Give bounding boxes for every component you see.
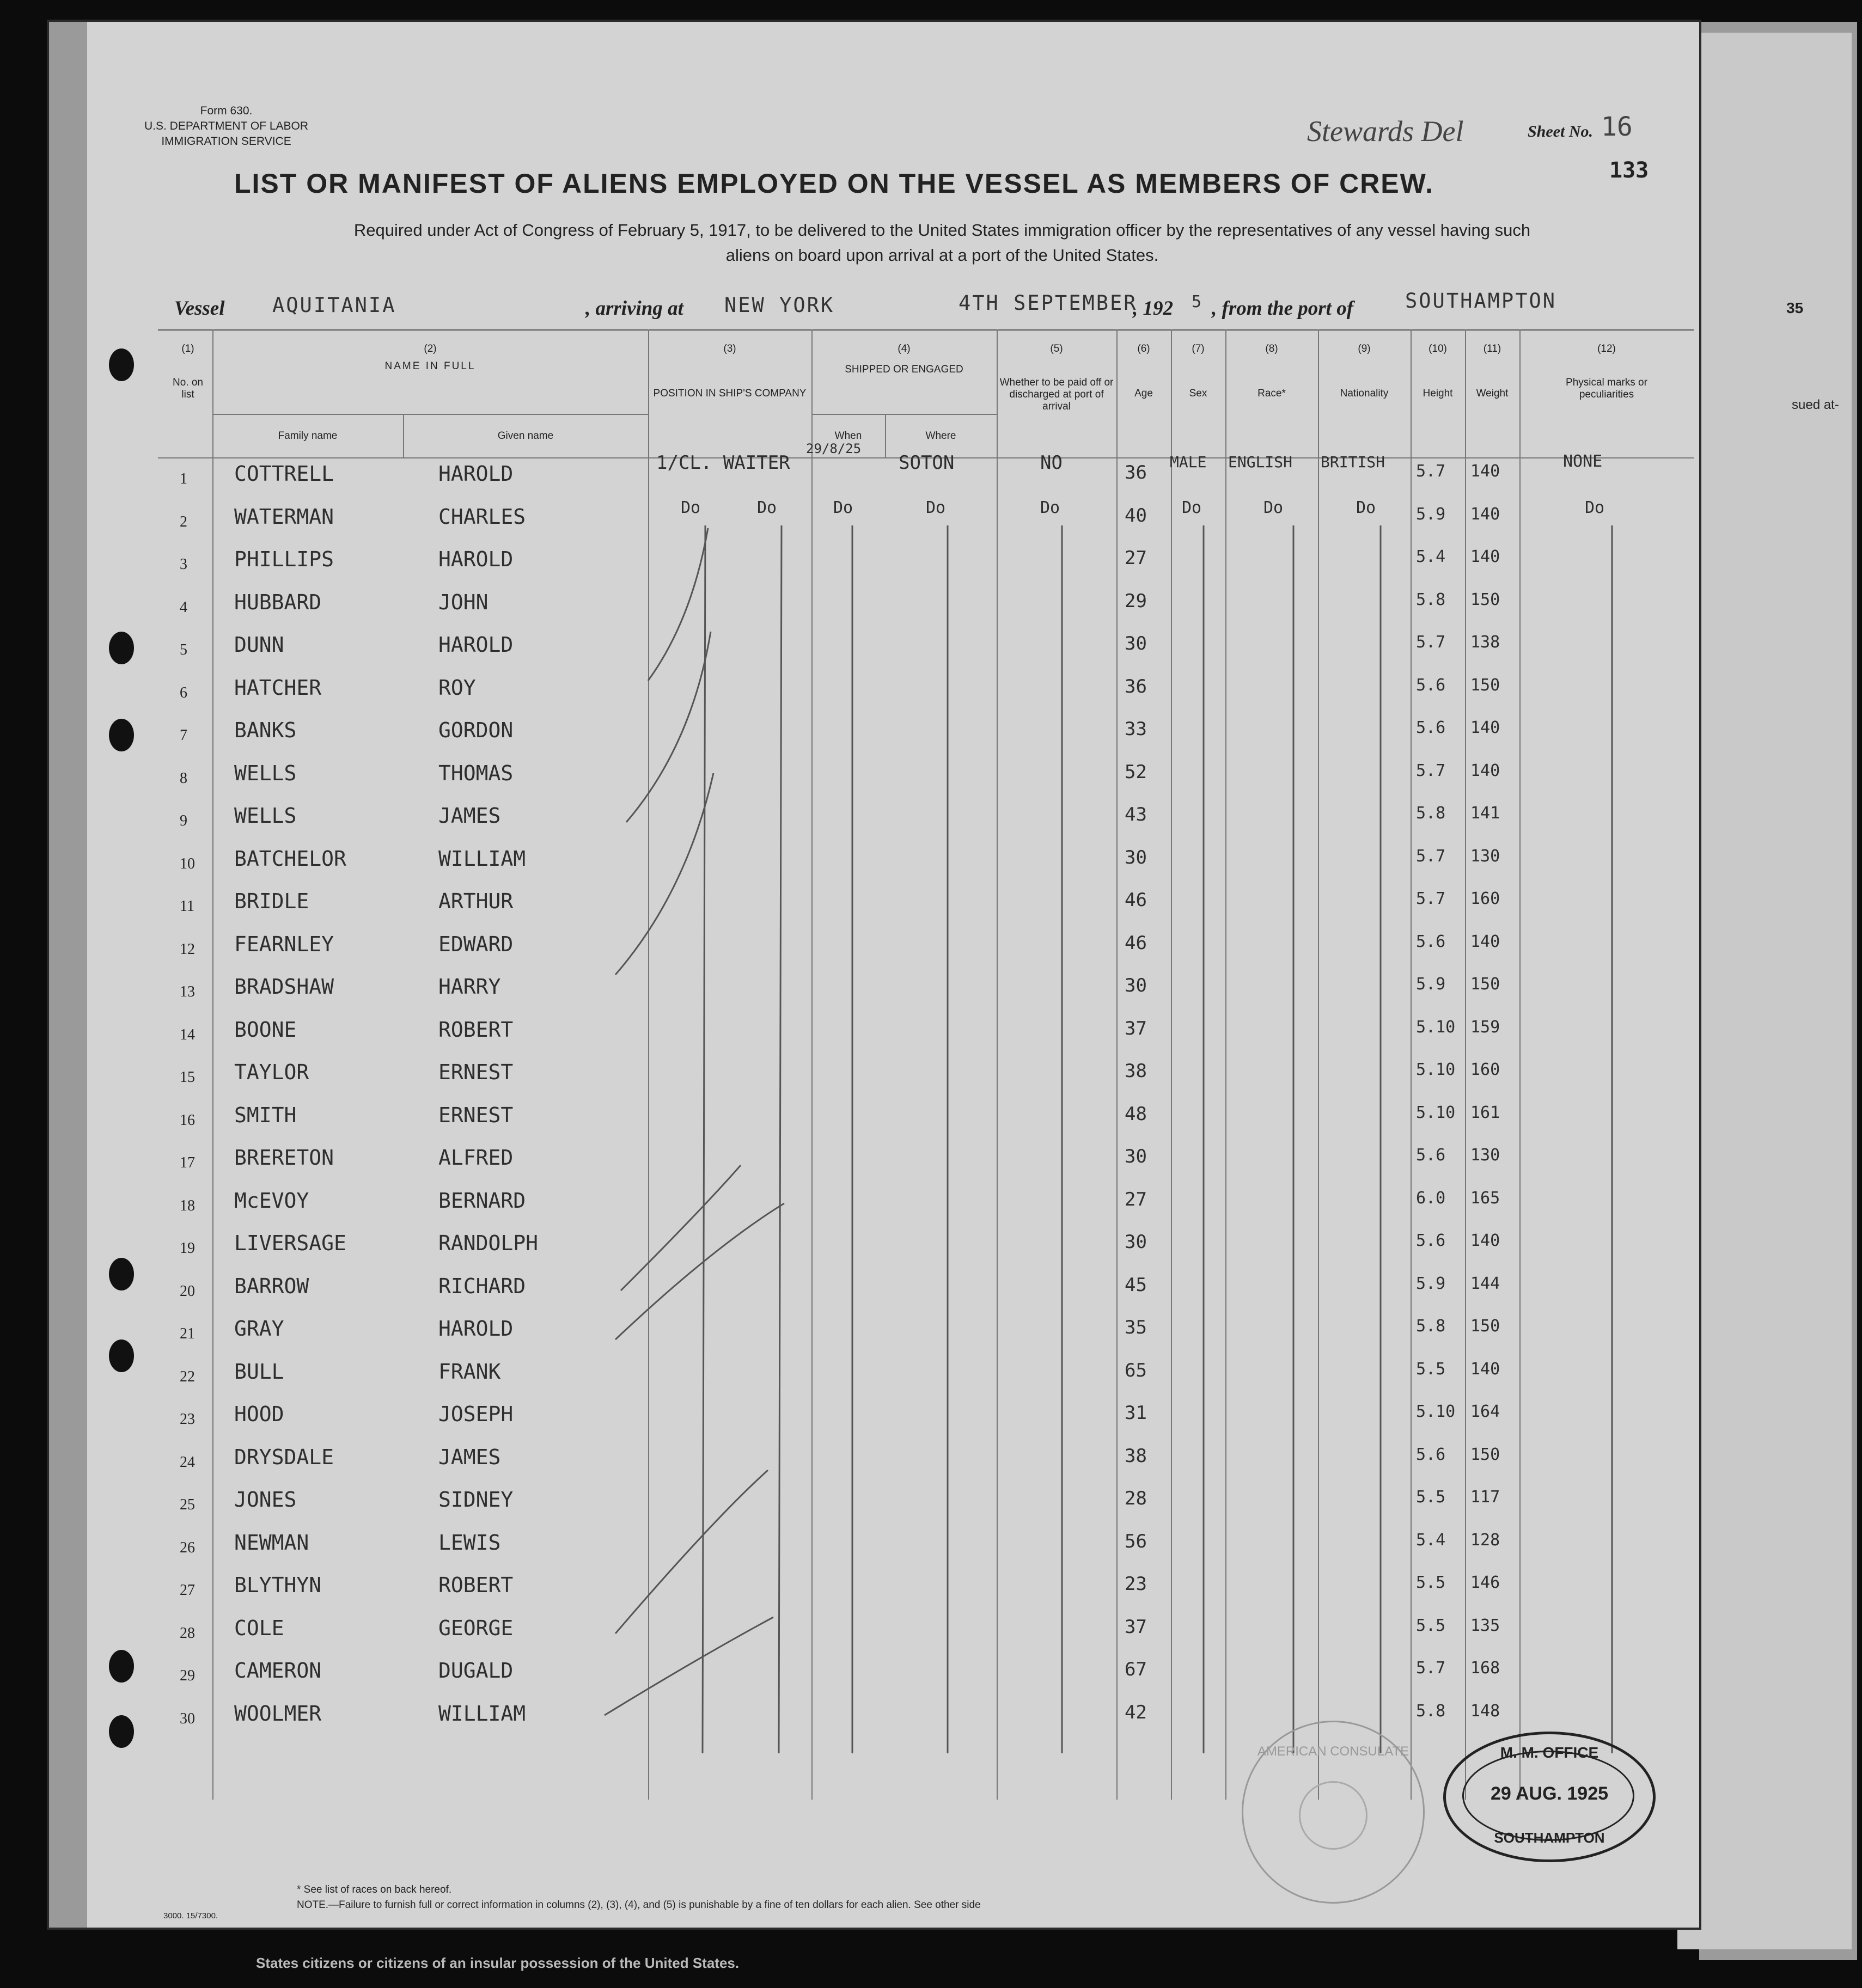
page-number: 133 [1609, 158, 1649, 183]
row-number: 19 [180, 1240, 195, 1257]
col-when-header: When [834, 430, 862, 442]
weight-value: 168 [1470, 1659, 1500, 1678]
table-row [49, 1227, 1699, 1270]
age-value: 30 [1125, 975, 1147, 996]
row-number: 15 [180, 1069, 195, 1086]
weight-value: 140 [1470, 547, 1500, 566]
age-value: 52 [1125, 761, 1147, 783]
col-age-header: (6) Age [1134, 343, 1153, 399]
weight-value: 160 [1470, 889, 1500, 908]
age-value: 30 [1125, 847, 1147, 868]
col-marks-header: (12) Physical marks or peculiarities [1566, 343, 1647, 400]
given-name: DUGALD [438, 1659, 514, 1683]
family-name: TAYLOR [234, 1060, 309, 1084]
table-row [49, 1312, 1699, 1356]
given-name: THOMAS [438, 761, 514, 785]
family-name: BRERETON [234, 1146, 334, 1170]
height-value: 5.7 [1416, 847, 1446, 866]
table-row [49, 457, 1699, 501]
arrival-port: NEW YORK [724, 293, 835, 317]
height-value: 5.9 [1416, 1274, 1446, 1293]
height-value: 5.10 [1416, 1103, 1456, 1122]
row-number: 2 [180, 513, 187, 530]
weight-value: 140 [1470, 932, 1500, 951]
requirement-line: aliens on board upon arrival at a port of the United States. [725, 246, 1159, 265]
family-name: JONES [234, 1488, 297, 1512]
row-number: 11 [180, 898, 194, 915]
given-name: WILLIAM [438, 1702, 526, 1726]
given-name: GEORGE [438, 1616, 514, 1640]
row-number: 1 [180, 470, 187, 487]
given-name: ROY [438, 676, 476, 700]
table-row [49, 1398, 1699, 1441]
family-name: HUBBARD [234, 590, 322, 614]
from-port: SOUTHAMPTON [1405, 289, 1557, 313]
col-family-header: Family name [278, 430, 338, 442]
age-value: 30 [1125, 1146, 1147, 1167]
family-name: GRAY [234, 1317, 284, 1341]
weight-value: 140 [1470, 718, 1500, 737]
vessel-label: Vessel [174, 297, 225, 320]
given-name: HAROLD [438, 462, 514, 486]
family-name: HOOD [234, 1402, 284, 1426]
height-value: 5.4 [1416, 547, 1446, 566]
weight-value: 150 [1470, 1317, 1500, 1336]
weight-value: 148 [1470, 1702, 1500, 1721]
ditto-mark: Do [1263, 498, 1284, 517]
col-name-header: (2) NAME IN FULL [384, 343, 476, 372]
manifest-page [49, 22, 1699, 1928]
given-name: BERNARD [438, 1189, 526, 1213]
height-value: 5.6 [1416, 1231, 1446, 1250]
age-value: 36 [1125, 676, 1147, 698]
col-given-header: Given name [497, 430, 554, 442]
height-value: 5.8 [1416, 590, 1446, 609]
weight-value: 150 [1470, 1445, 1500, 1464]
height-value: 5.5 [1416, 1616, 1446, 1635]
row-number: 28 [180, 1625, 195, 1642]
given-name: LEWIS [438, 1531, 501, 1555]
col-nationality-header: (9) Nationality [1340, 343, 1389, 399]
family-name: BLYTHYN [234, 1573, 322, 1597]
family-name: WELLS [234, 804, 297, 828]
row-number: 16 [180, 1112, 195, 1129]
weight-value: 140 [1470, 462, 1500, 481]
family-name: COTTRELL [234, 462, 334, 486]
age-value: 37 [1125, 1616, 1147, 1638]
family-name: BULL [234, 1360, 284, 1384]
table-row [49, 1270, 1699, 1313]
given-name: EDWARD [438, 932, 514, 956]
side-text: sued at- [1792, 397, 1839, 412]
age-value: 36 [1125, 462, 1147, 484]
col-weight-header: (11) Weight [1476, 343, 1509, 399]
table-row [49, 586, 1699, 629]
height-value: 5.10 [1416, 1018, 1456, 1037]
table-row [49, 799, 1699, 843]
table-row [49, 1355, 1699, 1399]
table-row [49, 500, 1699, 544]
given-name: JOHN [438, 590, 489, 614]
family-name: WOOLMER [234, 1702, 322, 1726]
sex-value: MALE [1170, 453, 1207, 471]
given-name: CHARLES [438, 505, 526, 529]
given-name: JAMES [438, 804, 501, 828]
family-name: WELLS [234, 761, 297, 785]
table-row [49, 1013, 1699, 1057]
height-value: 5.7 [1416, 633, 1446, 652]
row-number: 18 [180, 1197, 195, 1214]
department: U.S. DEPARTMENT OF LABOR [144, 120, 309, 132]
given-name: ERNEST [438, 1103, 514, 1127]
given-name: GORDON [438, 718, 514, 742]
requirement-line: Required under Act of Congress of February 5, 1917, to be delivered to the United States immigration officer by the representatives of any vessel having such [353, 221, 1531, 240]
penalty-note: NOTE.—Failure to furnish full or correct information in columns (2), (3), (4), and (5) is punishable by a fine of ten dollars for each alien. See other side [297, 1899, 981, 1911]
age-value: 27 [1125, 1189, 1147, 1210]
position-value: 1/CL. WAITER [656, 452, 790, 474]
table-row [49, 1612, 1699, 1655]
height-value: 5.7 [1416, 761, 1446, 780]
row-number: 24 [180, 1454, 195, 1471]
height-value: 5.5 [1416, 1573, 1446, 1592]
row-number: 30 [180, 1710, 195, 1727]
table-row [49, 885, 1699, 928]
year-digit: 5 [1192, 292, 1204, 311]
weight-value: 160 [1470, 1060, 1500, 1079]
table-row [49, 1099, 1699, 1142]
age-value: 27 [1125, 547, 1147, 569]
height-value: 5.6 [1416, 1146, 1446, 1165]
table-row [49, 1569, 1699, 1612]
row-number: 25 [180, 1496, 195, 1513]
age-value: 67 [1125, 1659, 1147, 1680]
races-note: * See list of races on back hereof. [297, 1884, 452, 1895]
age-value: 29 [1125, 590, 1147, 612]
table-row [49, 842, 1699, 886]
race-value: ENGLISH [1228, 453, 1293, 471]
col-race-header: (8) Race* [1257, 343, 1286, 399]
age-value: 56 [1125, 1531, 1147, 1552]
row-number: 13 [180, 983, 195, 1000]
family-name: NEWMAN [234, 1531, 309, 1555]
height-value: 5.10 [1416, 1402, 1456, 1421]
table-row [49, 1141, 1699, 1185]
row-number: 12 [180, 941, 195, 958]
age-value: 45 [1125, 1274, 1147, 1296]
row-number: 14 [180, 1026, 195, 1043]
family-name: COLE [234, 1616, 284, 1640]
weight-value: 141 [1470, 804, 1500, 823]
year-prefix: , 192 [1133, 297, 1173, 320]
given-name: ROBERT [438, 1573, 514, 1597]
ditto-mark: Do [1040, 498, 1060, 517]
family-name: BATCHELOR [234, 847, 346, 871]
age-value: 33 [1125, 718, 1147, 740]
weight-value: 146 [1470, 1573, 1500, 1592]
row-number: 4 [180, 599, 187, 616]
given-name: SIDNEY [438, 1488, 514, 1512]
height-value: 6.0 [1416, 1189, 1446, 1208]
given-name: HAROLD [438, 1317, 514, 1341]
family-name: BANKS [234, 718, 297, 742]
row-number: 6 [180, 684, 187, 701]
col-shipped-header: (4) SHIPPED OR ENGAGED [845, 343, 963, 375]
table-row [49, 1526, 1699, 1570]
age-value: 38 [1125, 1060, 1147, 1082]
height-value: 5.8 [1416, 1702, 1446, 1721]
age-value: 23 [1125, 1573, 1147, 1595]
shipped-where-value: SOTON [899, 452, 955, 474]
ditto-mark: Do [681, 498, 701, 517]
family-name: FEARNLEY [234, 932, 334, 956]
table-row [49, 928, 1699, 971]
table-row [49, 1441, 1699, 1484]
weight-value: 140 [1470, 761, 1500, 780]
age-value: 40 [1125, 505, 1147, 527]
given-name: RICHARD [438, 1274, 526, 1298]
row-number: 20 [180, 1283, 195, 1300]
height-value: 5.7 [1416, 1659, 1446, 1678]
table-row [49, 1697, 1699, 1741]
ditto-mark: Do [1182, 498, 1202, 517]
row-number: 22 [180, 1368, 195, 1385]
age-value: 37 [1125, 1018, 1147, 1039]
given-name: JOSEPH [438, 1402, 514, 1426]
height-value: 5.9 [1416, 505, 1446, 524]
weight-value: 159 [1470, 1018, 1500, 1037]
annotation: Stewards Del [1307, 115, 1464, 148]
table-row [49, 628, 1699, 672]
family-name: SMITH [234, 1103, 297, 1127]
sheet-number: 16 [1601, 112, 1633, 142]
height-value: 5.5 [1416, 1488, 1446, 1507]
nationality-value: BRITISH [1321, 453, 1385, 471]
given-name: ALFRED [438, 1146, 514, 1170]
given-name: JAMES [438, 1445, 501, 1469]
stamp-top-text: M. M. OFFICE [1500, 1744, 1599, 1761]
weight-value: 164 [1470, 1402, 1500, 1421]
weight-value: 138 [1470, 633, 1500, 652]
stamp-date: 29 AUG. 1925 [1490, 1783, 1609, 1804]
height-value: 5.8 [1416, 1317, 1446, 1336]
table-row [49, 1056, 1699, 1099]
family-name: CAMERON [234, 1659, 322, 1683]
weight-value: 130 [1470, 847, 1500, 866]
vessel-name: AQUITANIA [272, 293, 396, 317]
height-value: 5.9 [1416, 975, 1446, 994]
row-number: 17 [180, 1154, 195, 1171]
side-number: 35 [1786, 299, 1804, 316]
col-sex-header: (7) Sex [1189, 343, 1207, 399]
given-name: ARTHUR [438, 889, 514, 913]
row-number: 3 [180, 556, 187, 573]
col-where-header: Where [925, 430, 956, 442]
ditto-mark: Do [1356, 498, 1376, 517]
weight-value: 128 [1470, 1531, 1500, 1550]
family-name: BRADSHAW [234, 975, 334, 999]
arriving-label: , arriving at [585, 297, 683, 320]
age-value: 65 [1125, 1360, 1147, 1381]
height-value: 5.8 [1416, 804, 1446, 823]
shipped-when-value: 29/8/25 [806, 441, 862, 456]
table-row [49, 1483, 1699, 1527]
office-stamp [1443, 1732, 1656, 1862]
age-value: 30 [1125, 633, 1147, 654]
age-value: 38 [1125, 1445, 1147, 1467]
row-number: 27 [180, 1582, 195, 1599]
height-value: 5.6 [1416, 932, 1446, 951]
family-name: WATERMAN [234, 505, 334, 529]
table-row [49, 714, 1699, 757]
form-number: Form 630. [200, 105, 253, 117]
consulate-stamp: AMERICAN CONSULATE [1242, 1721, 1425, 1904]
weight-value: 150 [1470, 975, 1500, 994]
height-value: 5.7 [1416, 889, 1446, 908]
height-value: 5.7 [1416, 462, 1446, 481]
weight-value: 117 [1470, 1488, 1500, 1507]
col-height-header: (10) Height [1423, 343, 1453, 399]
sheet-label: Sheet No. [1528, 123, 1593, 140]
ditto-mark: Do [1585, 498, 1605, 517]
family-name: LIVERSAGE [234, 1231, 346, 1255]
row-number: 23 [180, 1411, 195, 1428]
ditto-mark: Do [926, 498, 946, 517]
height-value: 5.6 [1416, 718, 1446, 737]
given-name: FRANK [438, 1360, 501, 1384]
weight-value: 140 [1470, 1360, 1500, 1379]
back-sheet [1677, 33, 1852, 1949]
weight-value: 165 [1470, 1189, 1500, 1208]
age-value: 46 [1125, 889, 1147, 911]
given-name: HAROLD [438, 547, 514, 571]
print-code: 3000. 15/7300. [163, 1911, 218, 1920]
given-name: WILLIAM [438, 847, 526, 871]
family-name: BRIDLE [234, 889, 309, 913]
weight-value: 135 [1470, 1616, 1500, 1635]
height-value: 5.6 [1416, 1445, 1446, 1464]
col-paidoff-header: (5) Whether to be paid off or discharged at port of arrival [999, 343, 1114, 412]
weight-value: 144 [1470, 1274, 1500, 1293]
col-no-header: (1) No. on list [173, 343, 203, 400]
weight-value: 150 [1470, 676, 1500, 695]
stamp-bottom-text: SOUTHAMPTON [1494, 1830, 1605, 1846]
row-number: 7 [180, 727, 187, 744]
family-name: DUNN [234, 633, 284, 657]
table-row [49, 671, 1699, 715]
row-number: 26 [180, 1539, 195, 1556]
age-value: 46 [1125, 932, 1147, 954]
col-position-header: (3) POSITION IN SHIP'S COMPANY [653, 343, 807, 399]
ditto-mark: Do [757, 498, 777, 517]
row-number: 21 [180, 1325, 195, 1342]
table-row [49, 1654, 1699, 1698]
weight-value: 161 [1470, 1103, 1500, 1122]
table-row [49, 543, 1699, 586]
given-name: HAROLD [438, 633, 514, 657]
height-value: 5.10 [1416, 1060, 1456, 1079]
family-name: DRYSDALE [234, 1445, 334, 1469]
age-value: 48 [1125, 1103, 1147, 1125]
marks-value: NONE [1563, 452, 1603, 471]
ditto-mark: Do [833, 498, 853, 517]
age-value: 30 [1125, 1231, 1147, 1253]
table-row [49, 757, 1699, 800]
from-label: , from the port of [1212, 297, 1354, 320]
row-number: 29 [180, 1667, 195, 1684]
given-name: RANDOLPH [438, 1231, 539, 1255]
weight-value: 140 [1470, 505, 1500, 524]
family-name: McEVOY [234, 1189, 309, 1213]
page-title: LIST OR MANIFEST OF ALIENS EMPLOYED ON THE VESSEL AS MEMBERS OF CREW. [234, 168, 1434, 199]
service: IMMIGRATION SERVICE [161, 135, 291, 148]
row-number: 8 [180, 770, 187, 787]
arrival-date: 4TH SEPTEMBER [959, 291, 1138, 315]
age-value: 31 [1125, 1402, 1147, 1424]
bottom-bleed-text: States citizens or citizens of an insular possession of the United States. [256, 1955, 740, 1971]
family-name: BARROW [234, 1274, 309, 1298]
height-value: 5.6 [1416, 676, 1446, 695]
table-row [49, 970, 1699, 1014]
age-value: 43 [1125, 804, 1147, 825]
age-value: 28 [1125, 1488, 1147, 1509]
family-name: HATCHER [234, 676, 322, 700]
given-name: HARRY [438, 975, 501, 999]
weight-value: 150 [1470, 590, 1500, 609]
age-value: 35 [1125, 1317, 1147, 1338]
family-name: PHILLIPS [234, 547, 334, 571]
paid-off-value: NO [1040, 452, 1063, 474]
weight-value: 140 [1470, 1231, 1500, 1250]
given-name: ERNEST [438, 1060, 514, 1084]
row-number: 9 [180, 812, 187, 829]
weight-value: 130 [1470, 1146, 1500, 1165]
height-value: 5.4 [1416, 1531, 1446, 1550]
height-value: 5.5 [1416, 1360, 1446, 1379]
given-name: ROBERT [438, 1018, 514, 1042]
row-number: 5 [180, 641, 187, 658]
table-row [49, 1184, 1699, 1228]
row-number: 10 [180, 855, 195, 872]
age-value: 42 [1125, 1702, 1147, 1723]
family-name: BOONE [234, 1018, 297, 1042]
